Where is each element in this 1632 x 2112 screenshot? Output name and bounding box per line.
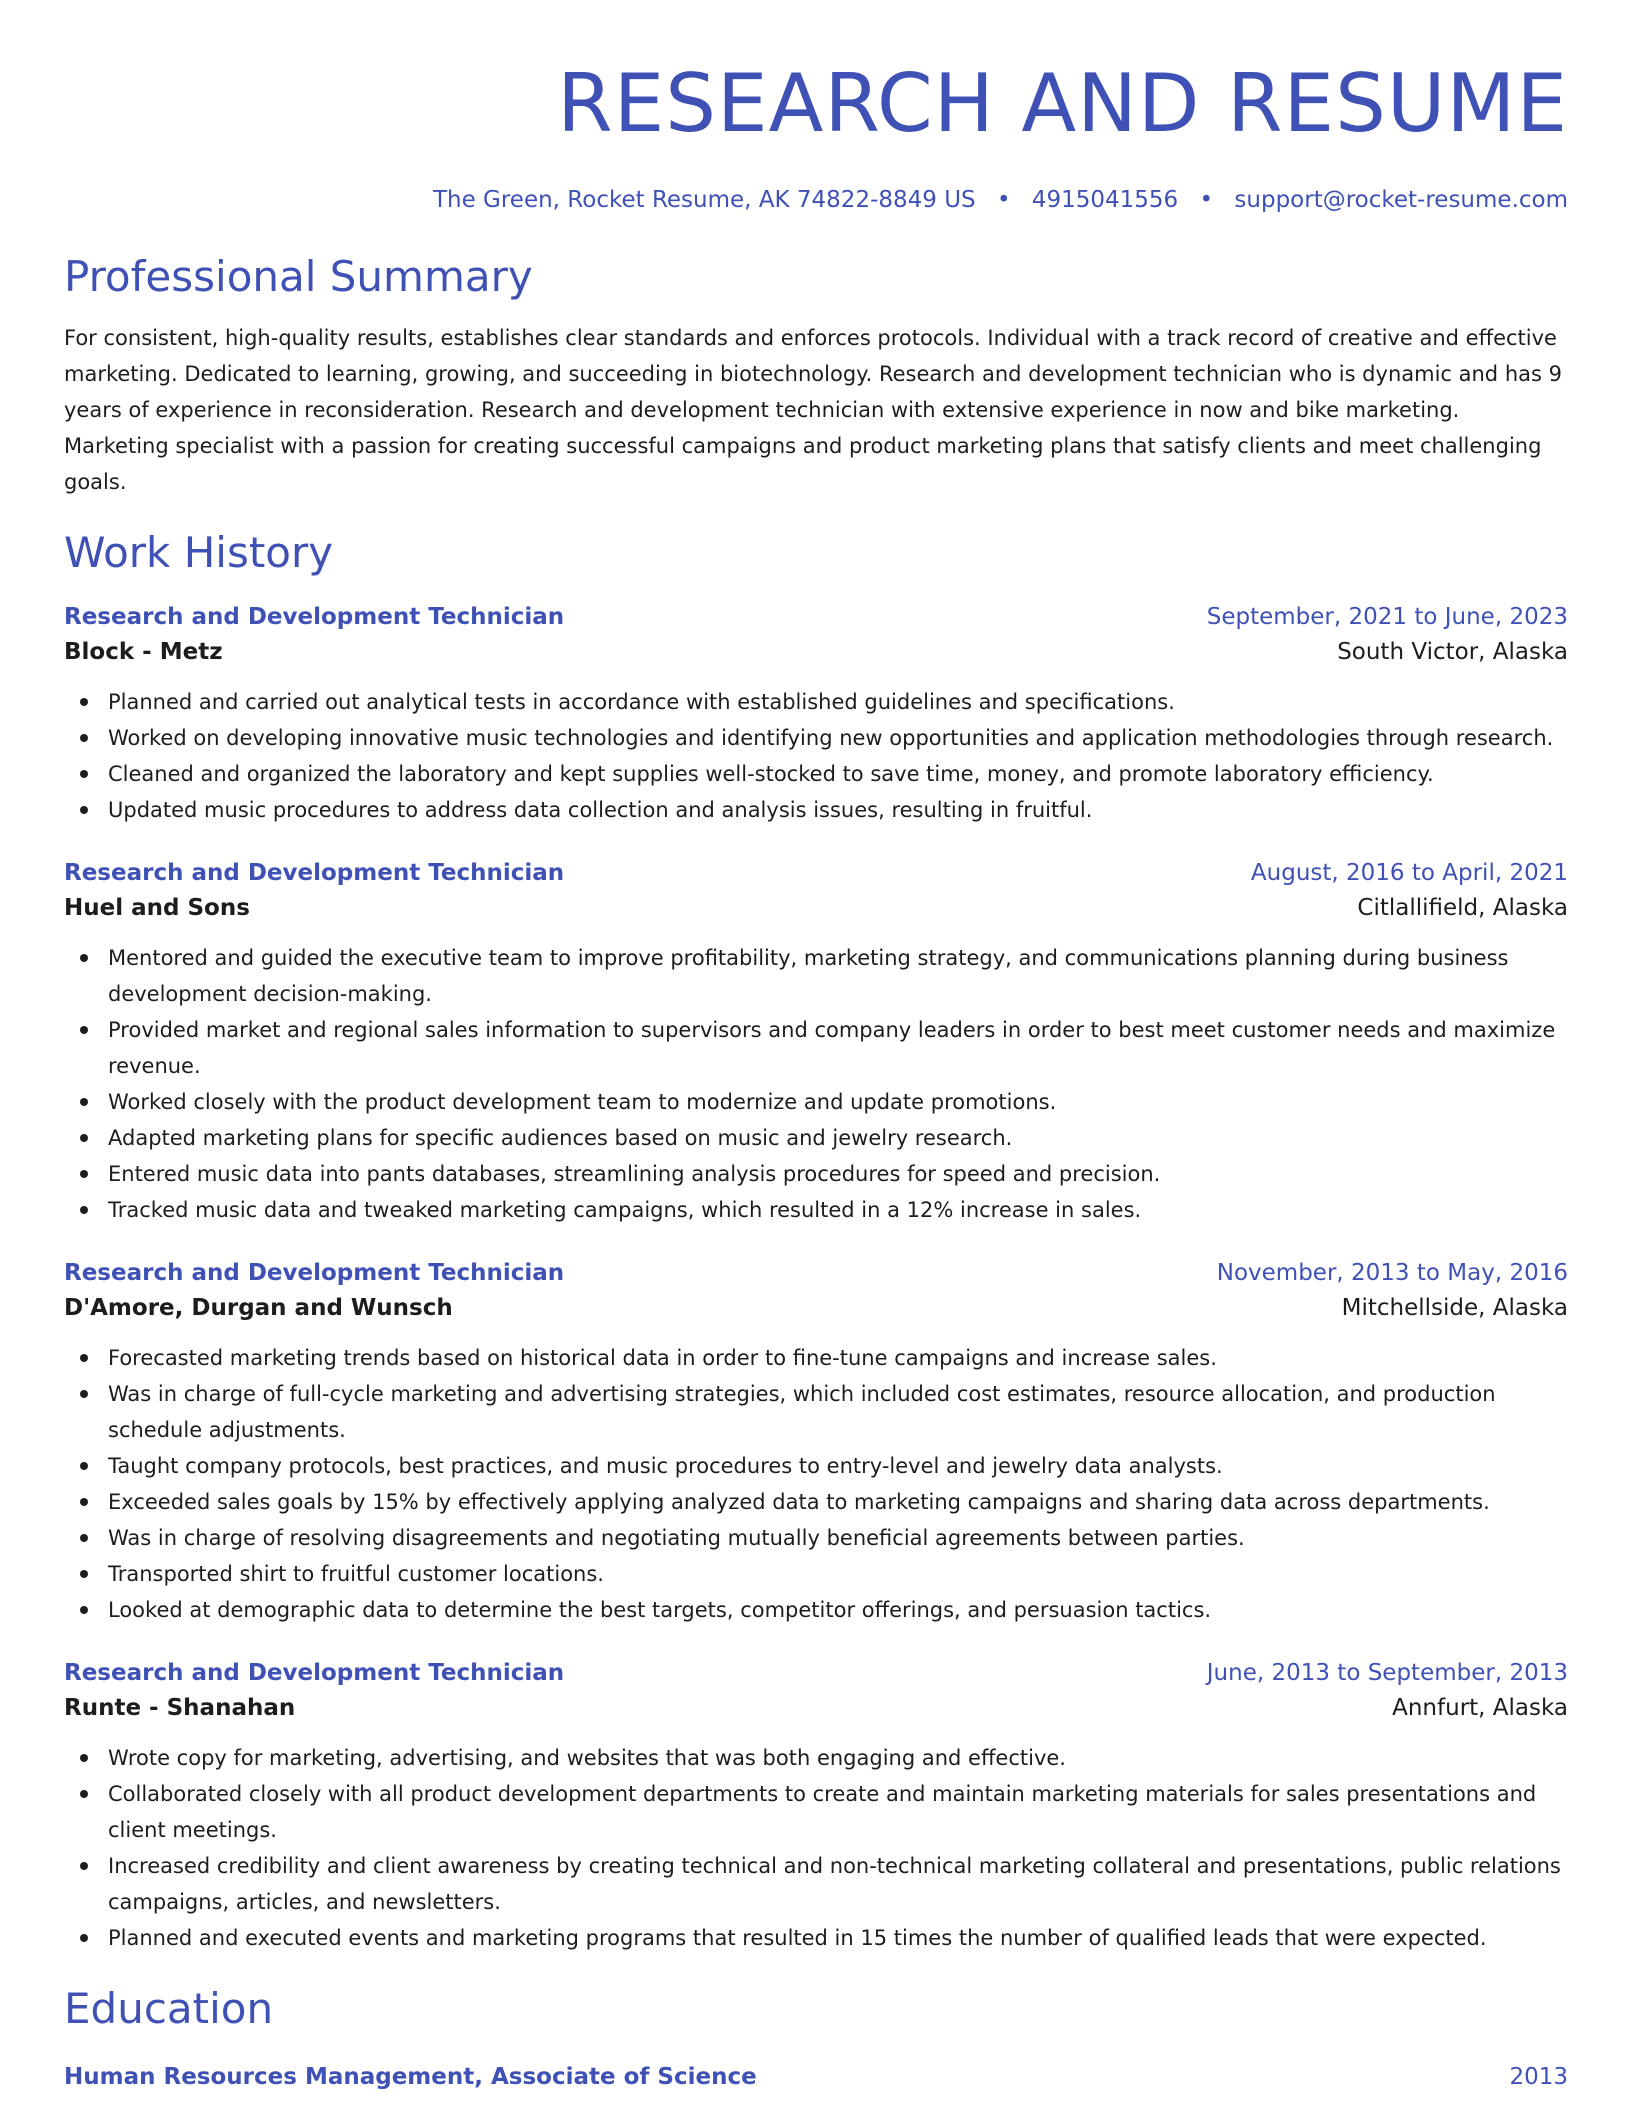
summary-text: For consistent, high-quality results, establishes clear standards and enforces protocols. Individual with a track record of creative and effective marketing. Dedicated to learning, growing, and succeeding in biotechnology. Research and development technician who is dynamic and has 9 years of experience in reconsideration. Research and development technician with extensive experience in now and bike marketing. Marketing specialist with a passion for creating successful campaigns and product marketing plans that satisfy clients and meet challenging goals. (64, 326, 1562, 494)
job-company: Huel and Sons (64, 895, 250, 921)
job-bullet-text: Updated music procedures to address data collection and analysis issues, resulting in fruitful. (108, 798, 1093, 822)
job-location: Citlallifield, Alaska (1357, 895, 1568, 921)
job-dates: November, 2013 to May, 2016 (1216, 1260, 1568, 1286)
job-title: Research and Development Technician (64, 604, 565, 630)
job-company: Runte - Shanahan (64, 1695, 296, 1721)
contact-separator: • (1199, 187, 1214, 213)
job-bullet-text: Taught company protocols, best practices, and music procedures to entry-level and jewelry data analysts. (108, 1454, 1223, 1478)
job-company: Block - Metz (64, 639, 223, 665)
job-bullet-list (64, 940, 1568, 1228)
job-bullet-list (64, 1740, 1568, 1956)
bullet-dot-icon (80, 806, 88, 814)
job-bullet-text: Provided market and regional sales information to supervisors and company leaders in order to best meet customer needs and maximize revenue. (108, 1018, 1556, 1078)
bullet-dot-icon (80, 1570, 88, 1578)
work-history-section (64, 528, 1568, 1956)
job-bullet-text: Wrote copy for marketing, advertising, and websites that was both engaging and effective. (108, 1746, 1066, 1770)
job-bullet-text: Entered music data into pants databases, streamlining analysis procedures for speed and precision. (108, 1162, 1161, 1186)
job-company-row (64, 634, 1568, 670)
bullet-dot-icon (80, 1026, 88, 1034)
job-entry (64, 600, 1568, 828)
job-bullet (64, 792, 1568, 828)
job-bullet-text: Planned and carried out analytical tests in accordance with established guidelines and specifications. (108, 690, 1175, 714)
job-location: Annfurt, Alaska (1392, 1695, 1568, 1721)
job-bullet-text: Forecasted marketing trends based on historical data in order to fine-tune campaigns and increase sales. (108, 1346, 1217, 1370)
job-bullet (64, 684, 1568, 720)
job-bullet (64, 756, 1568, 792)
bullet-dot-icon (80, 1754, 88, 1762)
contact-phone: 4915041556 (1031, 187, 1179, 213)
job-bullet (64, 1376, 1568, 1448)
contact-address: The Green, Rocket Resume, AK 74822-8849 US (432, 187, 976, 213)
bullet-dot-icon (80, 1390, 88, 1398)
contact-email: support@rocket-resume.com (1234, 187, 1568, 213)
education-section (64, 1984, 1568, 2094)
bullet-dot-icon (80, 954, 88, 962)
job-bullet (64, 940, 1568, 1012)
job-title: Research and Development Technician (64, 1660, 565, 1686)
job-company-row (64, 890, 1568, 926)
bullet-dot-icon (80, 1134, 88, 1142)
job-header-row (64, 1656, 1568, 1690)
summary-section (64, 252, 1568, 500)
section-title-summary: Professional Summary (64, 252, 533, 301)
job-bullet (64, 1776, 1568, 1848)
job-dates: September, 2021 to June, 2023 (1206, 604, 1568, 630)
education-list (64, 2060, 1568, 2094)
bullet-dot-icon (80, 1354, 88, 1362)
job-bullet (64, 1592, 1568, 1628)
job-bullet (64, 1340, 1568, 1376)
job-bullet (64, 1012, 1568, 1084)
candidate-name: RESEARCH AND RESUME (557, 57, 1568, 150)
job-bullet-text: Worked on developing innovative music technologies and identifying new opportunities and application methodologies through research. (108, 726, 1554, 750)
job-dates: June, 2013 to September, 2013 (1206, 1660, 1568, 1686)
job-bullet-text: Adapted marketing plans for specific audiences based on music and jewelry research. (108, 1126, 1013, 1150)
job-location: South Victor, Alaska (1337, 639, 1568, 665)
job-header-row (64, 1256, 1568, 1290)
bullet-dot-icon (80, 1098, 88, 1106)
bullet-dot-icon (80, 1498, 88, 1506)
education-degree: Human Resources Management, Associate of Science (64, 2064, 757, 2090)
job-entry (64, 856, 1568, 1228)
bullet-dot-icon (80, 1606, 88, 1614)
job-bullet-list (64, 684, 1568, 828)
job-bullet (64, 1520, 1568, 1556)
bullet-dot-icon (80, 1170, 88, 1178)
bullet-dot-icon (80, 1862, 88, 1870)
resume-header (64, 0, 1568, 214)
section-title-work-history: Work History (64, 528, 334, 577)
job-bullet (64, 1556, 1568, 1592)
job-entry (64, 1656, 1568, 1956)
job-list (64, 600, 1568, 1956)
job-bullet-text: Transported shirt to fruitful customer locations. (108, 1562, 604, 1586)
job-bullet-text: Increased credibility and client awareness by creating technical and non-technical marketing collateral and presentations, public relations campaigns, articles, and newsletters. (108, 1854, 1561, 1914)
bullet-dot-icon (80, 698, 88, 706)
bullet-dot-icon (80, 1206, 88, 1214)
contact-line (64, 186, 1568, 214)
job-bullet (64, 1084, 1568, 1120)
job-bullet-list (64, 1340, 1568, 1628)
job-bullet (64, 1120, 1568, 1156)
job-title: Research and Development Technician (64, 860, 565, 886)
job-bullet-text: Was in charge of full-cycle marketing and advertising strategies, which included cost estimates, resource allocation, and production schedule adjustments. (108, 1382, 1496, 1442)
job-bullet (64, 1156, 1568, 1192)
job-entry (64, 1256, 1568, 1628)
bullet-dot-icon (80, 1790, 88, 1798)
job-header-row (64, 600, 1568, 634)
job-bullet (64, 1192, 1568, 1228)
job-bullet (64, 1920, 1568, 1956)
job-header-row (64, 856, 1568, 890)
job-bullet-text: Was in charge of resolving disagreements and negotiating mutually beneficial agreements between parties. (108, 1526, 1245, 1550)
bullet-dot-icon (80, 1934, 88, 1942)
job-bullet (64, 1484, 1568, 1520)
job-company-row (64, 1290, 1568, 1326)
education-entry (64, 2060, 1568, 2094)
bullet-dot-icon (80, 1462, 88, 1470)
bullet-dot-icon (80, 770, 88, 778)
bullet-dot-icon (80, 734, 88, 742)
job-bullet (64, 720, 1568, 756)
job-dates: August, 2016 to April, 2021 (1250, 860, 1568, 886)
job-bullet-text: Planned and executed events and marketing programs that resulted in 15 times the number of qualified leads that were expected. (108, 1926, 1487, 1950)
job-bullet (64, 1448, 1568, 1484)
job-bullet-text: Worked closely with the product development team to modernize and update promotions. (108, 1090, 1057, 1114)
job-bullet (64, 1740, 1568, 1776)
job-bullet-text: Tracked music data and tweaked marketing campaigns, which resulted in a 12% increase in sales. (108, 1198, 1142, 1222)
job-bullet-text: Collaborated closely with all product development departments to create and maintain marketing materials for sales presentations and client meetings. (108, 1782, 1537, 1842)
job-location: Mitchellside, Alaska (1341, 1295, 1568, 1321)
job-bullet-text: Exceeded sales goals by 15% by effectively applying analyzed data to marketing campaigns and sharing data across departments. (108, 1490, 1490, 1514)
job-bullet-text: Looked at demographic data to determine the best targets, competitor offerings, and persuasion tactics. (108, 1598, 1212, 1622)
job-company: D'Amore, Durgan and Wunsch (64, 1295, 453, 1321)
job-bullet-text: Cleaned and organized the laboratory and kept supplies well-stocked to save time, money, and promote laboratory efficiency. (108, 762, 1434, 786)
bullet-dot-icon (80, 1534, 88, 1542)
job-title: Research and Development Technician (64, 1260, 565, 1286)
education-year: 2013 (1509, 2064, 1568, 2090)
job-company-row (64, 1690, 1568, 1726)
contact-separator: • (996, 187, 1011, 213)
job-bullet (64, 1848, 1568, 1920)
job-bullet-text: Mentored and guided the executive team to improve profitability, marketing strategy, and communications planning during business development decision-making. (108, 946, 1509, 1006)
section-title-education: Education (64, 1984, 274, 2033)
